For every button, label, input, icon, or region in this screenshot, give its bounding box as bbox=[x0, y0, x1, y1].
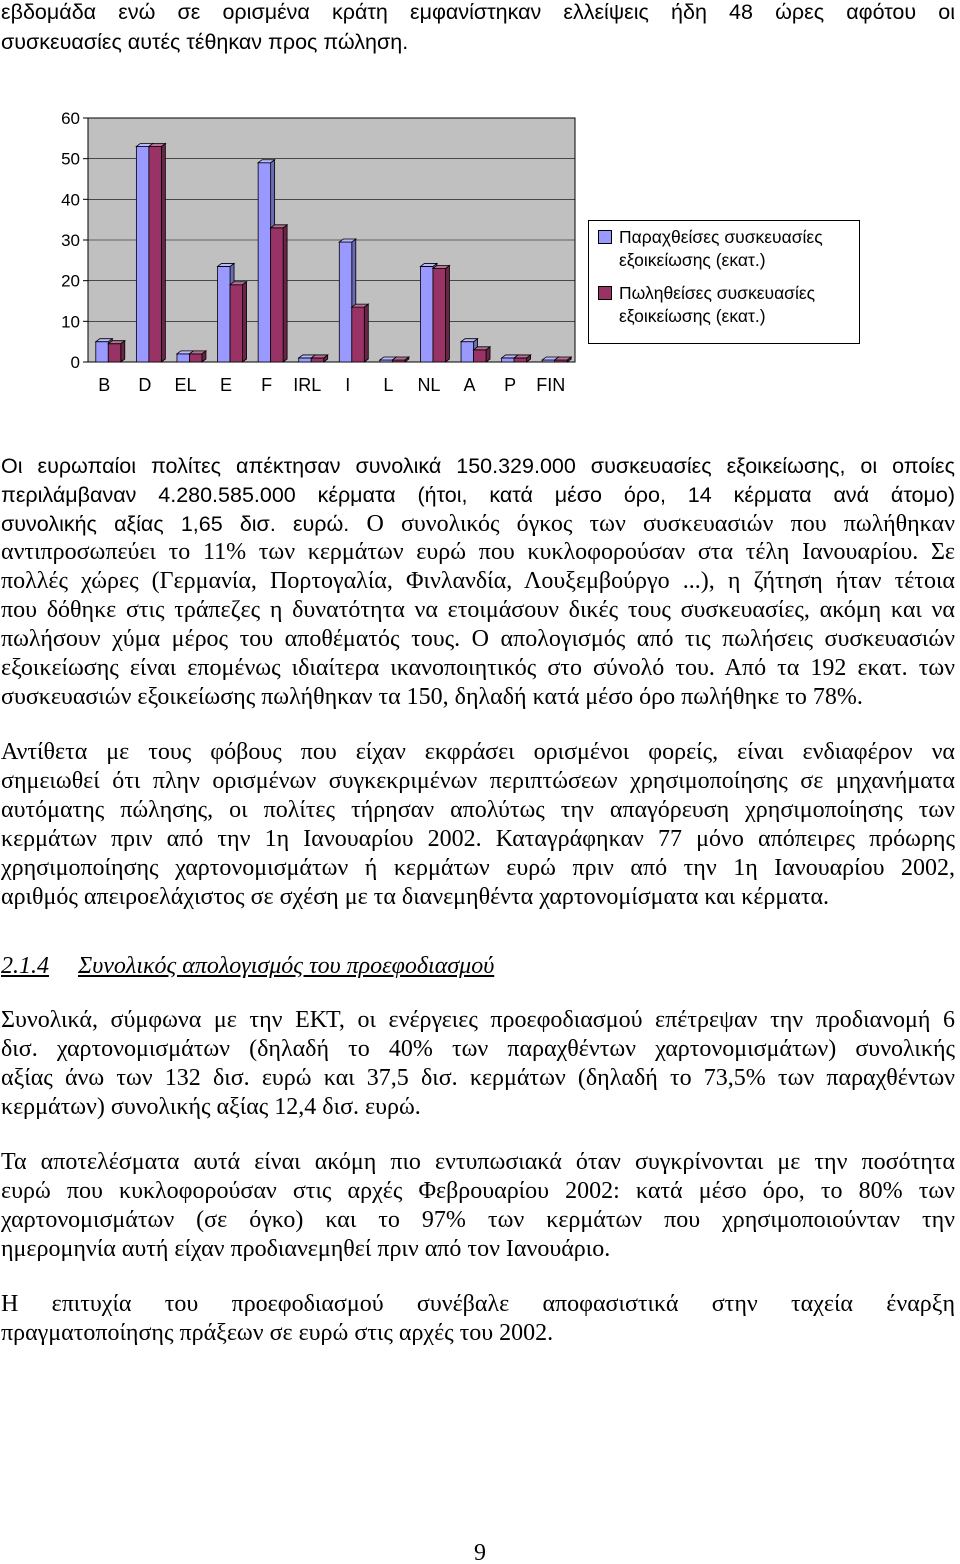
bar-front-face bbox=[339, 242, 352, 362]
bar-series2-D bbox=[149, 143, 166, 362]
x-tick-label: F bbox=[261, 375, 273, 395]
line-text: αριθμός απειροελάχιστος σε σχέση με τα διανεμηθέντα χαρτονομίσματα και κέρματα. bbox=[1, 883, 830, 910]
y-tick-label: 20 bbox=[61, 271, 80, 291]
bar-front-face bbox=[420, 266, 433, 362]
x-tick-label: D bbox=[138, 375, 152, 395]
bar-series2-P bbox=[514, 355, 531, 362]
bar-front-face bbox=[108, 344, 121, 362]
bar-front-face bbox=[433, 268, 446, 362]
chart-legend bbox=[588, 220, 860, 344]
bar-front-face bbox=[189, 354, 202, 362]
paragraph-line bbox=[1, 1064, 955, 1093]
line-text: χρησιμοποίησης χαρτονομισμάτων ή κερμάτων ευρώ πριν από την 1η Ιανουαρίου 2002, bbox=[1, 854, 955, 881]
bar-series2-FIN bbox=[555, 357, 572, 362]
line-text: πραγματοποίησης πράξεων σε ευρώ στις αρχές του 2002. bbox=[1, 1319, 554, 1346]
paragraph-line bbox=[1, 567, 955, 596]
legend-swatch-produced bbox=[598, 230, 612, 244]
bar-side-face bbox=[364, 304, 368, 362]
line-text: Αντίθετα με τους φόβους που είχαν εκφράσει ορισμένοι φορείς, είναι ενδιαφέρον να bbox=[1, 738, 955, 765]
bar-side-face bbox=[121, 341, 125, 362]
x-tick-label: E bbox=[220, 375, 233, 395]
paragraph-line bbox=[1, 683, 955, 712]
x-tick-label: A bbox=[463, 375, 476, 395]
x-tick-label: FIN bbox=[536, 375, 566, 395]
bar-side-face bbox=[445, 265, 449, 362]
line-content bbox=[1, 511, 955, 537]
x-tick-label: NL bbox=[417, 375, 441, 395]
bar-side-face bbox=[283, 225, 287, 362]
bar-front-face bbox=[136, 146, 149, 362]
line-text: ευρώ που κυκλοφορούσαν στις αρχές Φεβρουαρίου 2002: κατά μέσο όρο, το 80% των bbox=[1, 1177, 955, 1204]
legend-swatch-sold bbox=[598, 286, 612, 300]
x-tick-label: P bbox=[504, 375, 517, 395]
bar-front-face bbox=[258, 163, 271, 362]
line-text: Τα αποτελέσματα αυτά είναι ακόμη πιο εντυπωσιακά όταν συγκρίνονται με την ποσότητα bbox=[1, 1148, 955, 1175]
paragraph-line bbox=[1, 883, 955, 912]
line-text: Οι ευρωπαίοι πολίτες απέκτησαν συνολικά 150.329.000 συσκευασίες εξοικείωσης, οι οποίες bbox=[1, 453, 955, 478]
paragraph-line bbox=[1, 854, 955, 883]
line-text: συσκευασιών εξοικείωσης πωλήθηκαν τα 150, δηλαδή κατά μέσο όρο πωλήθηκε το 78%. bbox=[1, 683, 863, 710]
bar-front-face bbox=[311, 358, 324, 362]
bar-series2-I bbox=[352, 304, 369, 362]
y-tick-label: 60 bbox=[61, 109, 80, 128]
bar-series2-EL bbox=[189, 351, 206, 362]
line-text: Η επιτυχία του προεφοδιασμού συνέβαλε αποφασιστικά στην ταχεία έναρξη bbox=[1, 1290, 955, 1317]
line-text: Ο συνολικός όγκος των συσκευασιών που πωλήθηκαν bbox=[366, 510, 955, 537]
y-tick-label: 30 bbox=[61, 231, 80, 250]
line-text: πολλές χώρες (Γερμανία, Πορτογαλία, Φινλανδία, Λουξεμβούργο ...), η ζήτηση ήταν τέτοια bbox=[1, 568, 955, 594]
section-heading bbox=[1, 952, 955, 981]
x-tick-label: L bbox=[383, 375, 394, 395]
line-text: σημειωθεί ότι πλην ορισμένων συγκεκριμένων περιπτώσεων χρησιμοποίησης σε μηχανήματα bbox=[1, 767, 955, 794]
x-tick-label: I bbox=[345, 375, 351, 395]
bar-front-face bbox=[352, 307, 365, 362]
paragraph-line bbox=[1, 1235, 955, 1264]
section-number: 2.1.4 bbox=[1, 952, 49, 979]
paragraph-line bbox=[1, 28, 955, 57]
line-text: δισ. χαρτονομισμάτων (δηλαδή το 40% των παραχθέντων χαρτονομισμάτων) συνολικής bbox=[1, 1035, 955, 1062]
bar-series2-L bbox=[392, 357, 409, 362]
legend-label-sold: Πωληθείσες συσκευασίες εξοικείωσης (εκατ.) bbox=[619, 283, 816, 326]
paragraph-line bbox=[1, 1035, 955, 1064]
bar-front-face bbox=[96, 342, 109, 362]
paragraph-line bbox=[1, 654, 955, 683]
paragraph-line bbox=[1, 825, 955, 854]
paragraph-line bbox=[1, 0, 955, 27]
bar-front-face bbox=[230, 285, 243, 362]
section-title: Συνολικός απολογισμός του προεφοδιασμού bbox=[78, 952, 495, 979]
bar-series2-IRL bbox=[311, 355, 328, 362]
paragraph-line bbox=[1, 481, 955, 510]
bar-front-face bbox=[502, 358, 515, 362]
paragraph-line bbox=[1, 1093, 955, 1122]
line-text: αυτόματης πώλησης, οι πολίτες τήρησαν απολύτως την απαγόρευση χρησιμοποίησης των bbox=[1, 796, 955, 823]
bar-front-face bbox=[299, 358, 312, 362]
paragraph-line bbox=[1, 1290, 955, 1319]
line-text: εβδομάδα ενώ σε ορισμένα κράτη εμφανίστηκαν ελλείψεις ήδη 48 ώρες αφότου οι bbox=[1, 0, 955, 24]
y-tick-label: 0 bbox=[70, 353, 80, 372]
line-text: ημερομηνία αυτή είχαν προδιανεμηθεί πριν από τον Ιανουάριο. bbox=[1, 1235, 611, 1262]
bar-front-face bbox=[514, 358, 527, 362]
bar-series2-B bbox=[108, 341, 125, 362]
paragraph-line bbox=[1, 538, 955, 567]
paragraph-line bbox=[1, 738, 955, 767]
bar-side-face bbox=[243, 282, 247, 362]
bar-front-face bbox=[149, 146, 162, 362]
line-text: χαρτονομισμάτων (σε όγκο) και το 97% των κερμάτων που χρησιμοποιούνταν την bbox=[1, 1206, 955, 1233]
paragraph-line bbox=[1, 1148, 955, 1177]
bar-front-face bbox=[461, 342, 474, 362]
legend-label-produced: Παραχθείσες συσκευασίες εξοικείωσης (εκατ.) bbox=[619, 227, 823, 270]
line-text: πωλήσουν χύμα μέρος του αποθέματός τους. Ο απολογισμός από τις πωλήσεις συσκευασιών bbox=[1, 626, 955, 652]
line-text: που δόθηκε στις τράπεζες η δυνατότητα να ετοιμάσουν δικές τους συσκευασίες, ακόμη και να bbox=[1, 597, 955, 623]
line-text: Συνολικά, σύμφωνα με την ΕΚΤ, οι ενέργειες προεφοδιασμού επέτρεψαν την προδιανομή 6 bbox=[1, 1006, 955, 1033]
y-tick-label: 40 bbox=[61, 190, 80, 210]
bar-side-face bbox=[161, 143, 165, 362]
paragraph-line bbox=[1, 510, 955, 539]
paragraph-line bbox=[1, 1319, 955, 1348]
x-tick-label: B bbox=[98, 375, 111, 395]
bar-front-face bbox=[218, 266, 231, 362]
y-tick-label: 50 bbox=[61, 149, 80, 169]
bar-chart bbox=[0, 0, 960, 420]
line-text: περιλάμβαναν 4.280.585.000 κέρματα (ήτοι, κατά μέσο όρο, 14 κέρματα ανά άτομο) bbox=[1, 482, 955, 507]
line-text: εξοικείωσης είναι επομένως ιδιαίτερα ικανοποιητικός στο σύνολό του. Από τα 192 εκατ. των bbox=[1, 654, 955, 681]
x-tick-label: IRL bbox=[293, 375, 322, 395]
y-tick-label: 10 bbox=[61, 312, 80, 332]
paragraph-line bbox=[1, 452, 955, 481]
bar-series2-F bbox=[271, 225, 288, 362]
bar-series2-E bbox=[230, 282, 247, 362]
paragraph-line bbox=[1, 625, 955, 654]
paragraph-line bbox=[1, 596, 955, 625]
paragraph-line bbox=[1, 767, 955, 796]
line-text: κερμάτων) συνολικής αξίας 12,4 δισ. ευρώ. bbox=[1, 1093, 421, 1120]
line-text: κερμάτων πριν από την 1η Ιανουαρίου 2002. Καταγράφηκαν 77 μόνο απόπειρες πρόωρης bbox=[1, 825, 955, 852]
bar-front-face bbox=[177, 354, 190, 362]
paragraph-line bbox=[1, 1206, 955, 1235]
paragraph-line bbox=[1, 796, 955, 825]
bar-series2-NL bbox=[433, 265, 450, 362]
line-text: συνολικής αξίας 1,65 δισ. ευρώ. bbox=[1, 511, 350, 536]
line-text: συσκευασίες αυτές τέθηκαν προς πώληση. bbox=[1, 29, 409, 54]
bar-series2-A bbox=[474, 347, 491, 362]
line-text: αντιπροσωπεύει το 11% των κερμάτων ευρώ που κυκλοφορούσαν στα τέλη Ιανουαρίου. Σε bbox=[1, 539, 955, 565]
paragraph-line bbox=[1, 1177, 955, 1206]
bar-front-face bbox=[271, 228, 284, 362]
line-text: αξίας άνω των 132 δισ. ευρώ και 37,5 δισ. κερμάτων (δηλαδή το 73,5% των παραχθέντων bbox=[1, 1064, 955, 1091]
page-number: 9 bbox=[474, 1540, 486, 1564]
bar-front-face bbox=[474, 350, 487, 362]
x-tick-label: EL bbox=[174, 375, 197, 395]
paragraph-line bbox=[1, 1006, 955, 1035]
